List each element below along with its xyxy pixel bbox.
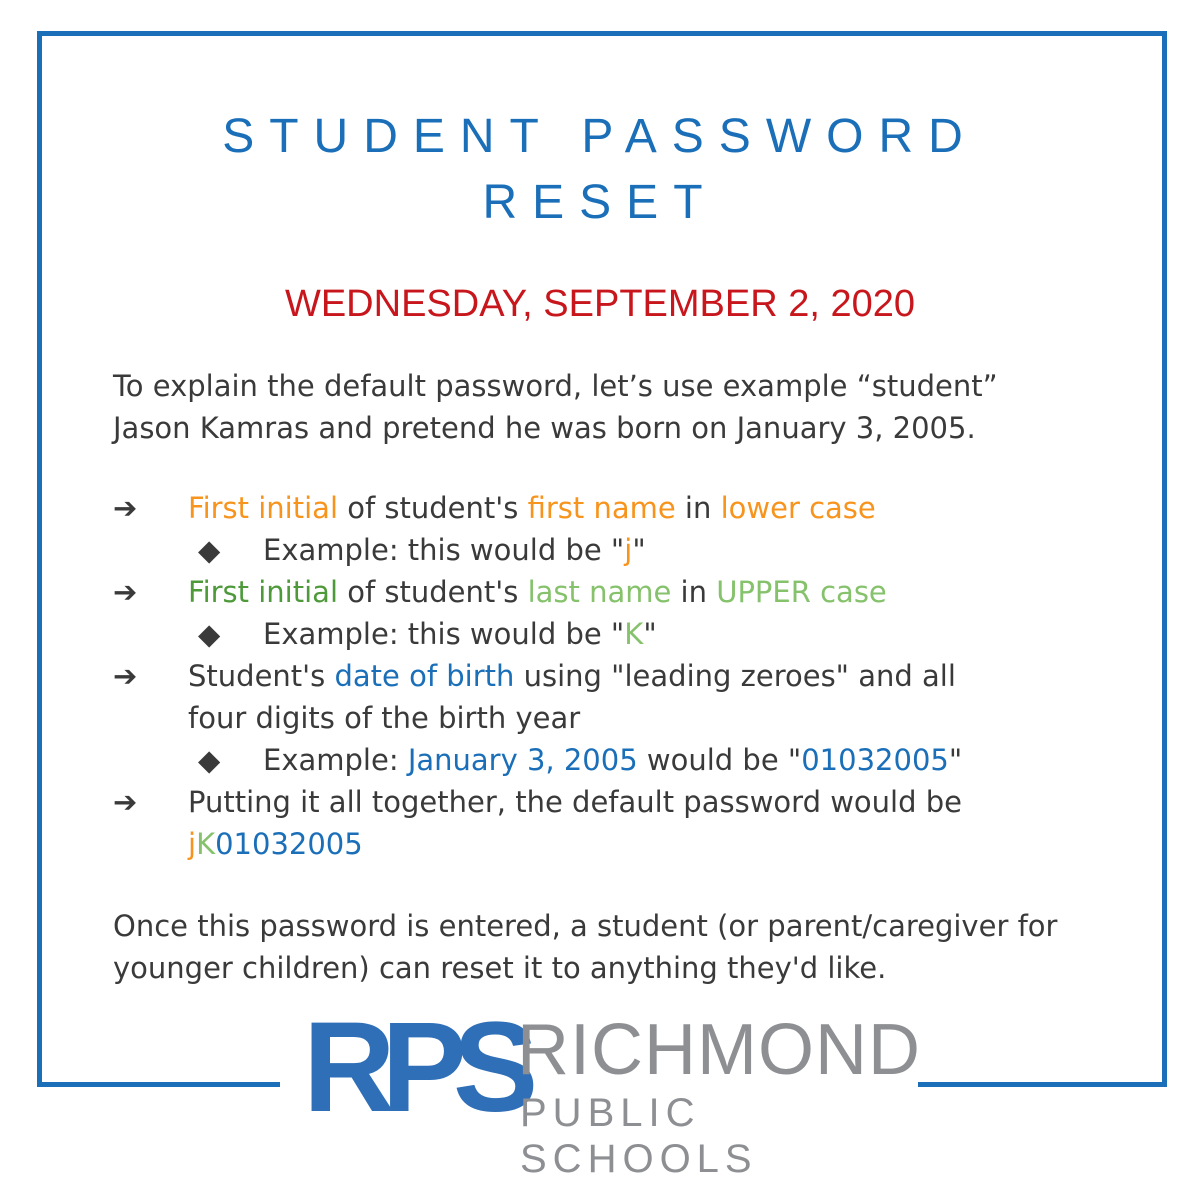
logo-subtitle: PUBLIC SCHOOLS [520,1091,758,1181]
diamond-bullet-icon: ◆ [198,617,221,651]
diamond-bullet-icon: ◆ [198,743,221,777]
list-item-first-initial [113,487,1113,529]
arrow-bullet-icon: ➔ [113,785,138,819]
sub-item-text: Example: this would be "j" [263,533,646,567]
list-item-text: Student's date of birth using "leading zeroes" and all [188,659,956,693]
password-text: jK01032005 [188,827,363,861]
sub-item-second-example [113,613,1113,655]
intro-paragraph [113,365,1093,449]
sub-item-text: Example: January 3, 2005 would be "01032005" [263,743,963,777]
list-item-text: four digits of the birth year [188,701,581,735]
page-title [0,104,1200,236]
outro-line-2: younger children) can reset it to anything they'd like. [113,951,887,985]
logo-name: RICHMOND [517,1010,921,1090]
title-line-2: RESET [482,176,718,229]
sub-item-third-example [113,739,1113,781]
list-item-last-initial [113,571,1113,613]
logo-mark: RPS [303,996,525,1139]
rps-logo [280,996,921,1181]
diamond-bullet-icon: ◆ [198,533,221,567]
list-item-text: First initial of student's first name in lower case [188,491,876,525]
sub-item-first-example [113,529,1113,571]
date-heading: WEDNESDAY, SEPTEMBER 2, 2020 [284,283,916,325]
list-item-together [113,781,1113,823]
title-line-1: STUDENT PASSWORD [222,110,978,163]
sub-item-text: Example: this would be "K" [263,617,657,651]
intro-line-2: Jason Kamras and pretend he was born on January 3, 2005. [113,411,976,445]
outro-line-1: Once this password is entered, a student (or parent/caregiver for [113,909,1058,943]
arrow-bullet-icon: ➔ [113,575,138,609]
arrow-bullet-icon: ➔ [113,491,138,525]
list-item-text: Putting it all together, the default password would be [188,785,962,819]
list-item-continuation [113,697,1113,739]
intro-line-1: To explain the default password, let’s use example “student” [113,369,998,403]
instruction-list [113,487,1113,865]
example-password [113,823,1113,865]
list-item-date-of-birth [113,655,1113,697]
list-item-text: First initial of student's last name in UPPER case [188,575,887,609]
closing-paragraph [113,905,1113,989]
arrow-bullet-icon: ➔ [113,659,138,693]
